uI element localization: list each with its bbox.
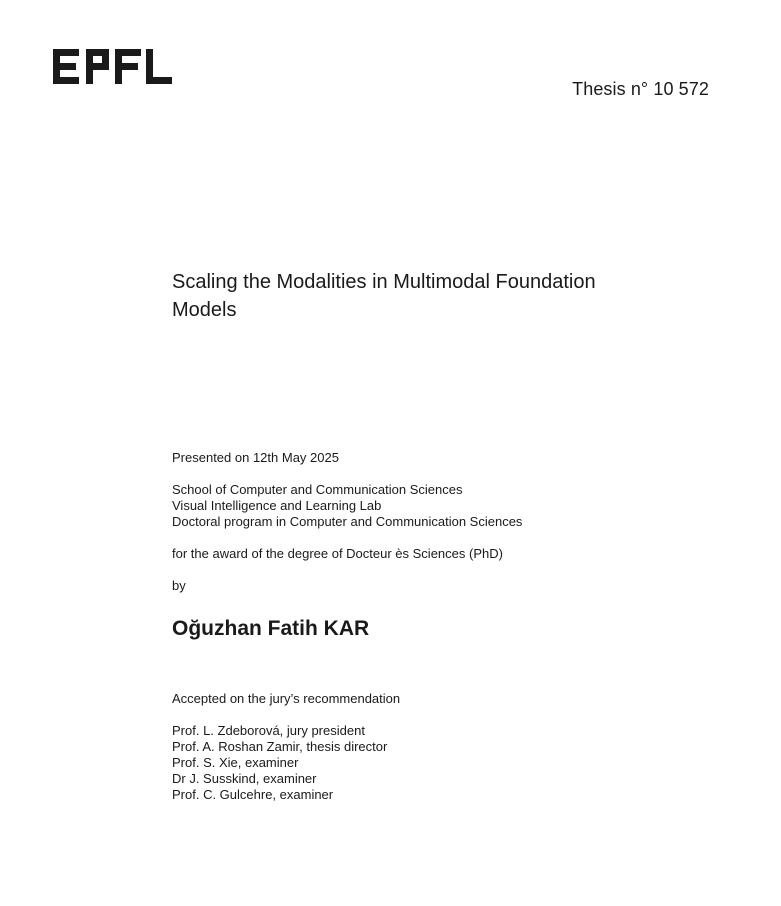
title-line-2: Models — [172, 299, 237, 321]
author-name: Oğuzhan Fatih KAR — [172, 617, 370, 640]
school-name: School of Computer and Communication Sciences — [172, 482, 463, 497]
jury-member: Prof. S. Xie, examiner — [172, 755, 299, 770]
title-line-1: Scaling the Modalities in Multimodal Foundation — [172, 271, 596, 293]
jury-member: Prof. C. Gulcehre, examiner — [172, 787, 334, 802]
affiliation-block — [172, 482, 522, 530]
presentation-date: Presented on 12th May 2025 — [172, 450, 339, 465]
by-label: by — [172, 578, 186, 593]
epfl-logo — [53, 49, 173, 85]
degree-award: for the award of the degree of Docteur ès Sciences (PhD) — [172, 546, 503, 561]
doctoral-program: Doctoral program in Computer and Communication Sciences — [172, 514, 523, 529]
jury-member: Prof. L. Zdeborová, jury president — [172, 723, 365, 738]
jury-member: Dr J. Susskind, examiner — [172, 771, 317, 786]
jury-list — [172, 723, 387, 803]
jury-member: Prof. A. Roshan Zamir, thesis director — [172, 739, 388, 754]
thesis-title — [172, 268, 692, 324]
lab-name: Visual Intelligence and Learning Lab — [172, 498, 382, 513]
epfl-logo-icon — [53, 49, 173, 85]
accepted-statement: Accepted on the jury’s recommendation — [172, 691, 401, 706]
thesis-number: Thesis n° 10 572 — [572, 79, 709, 99]
